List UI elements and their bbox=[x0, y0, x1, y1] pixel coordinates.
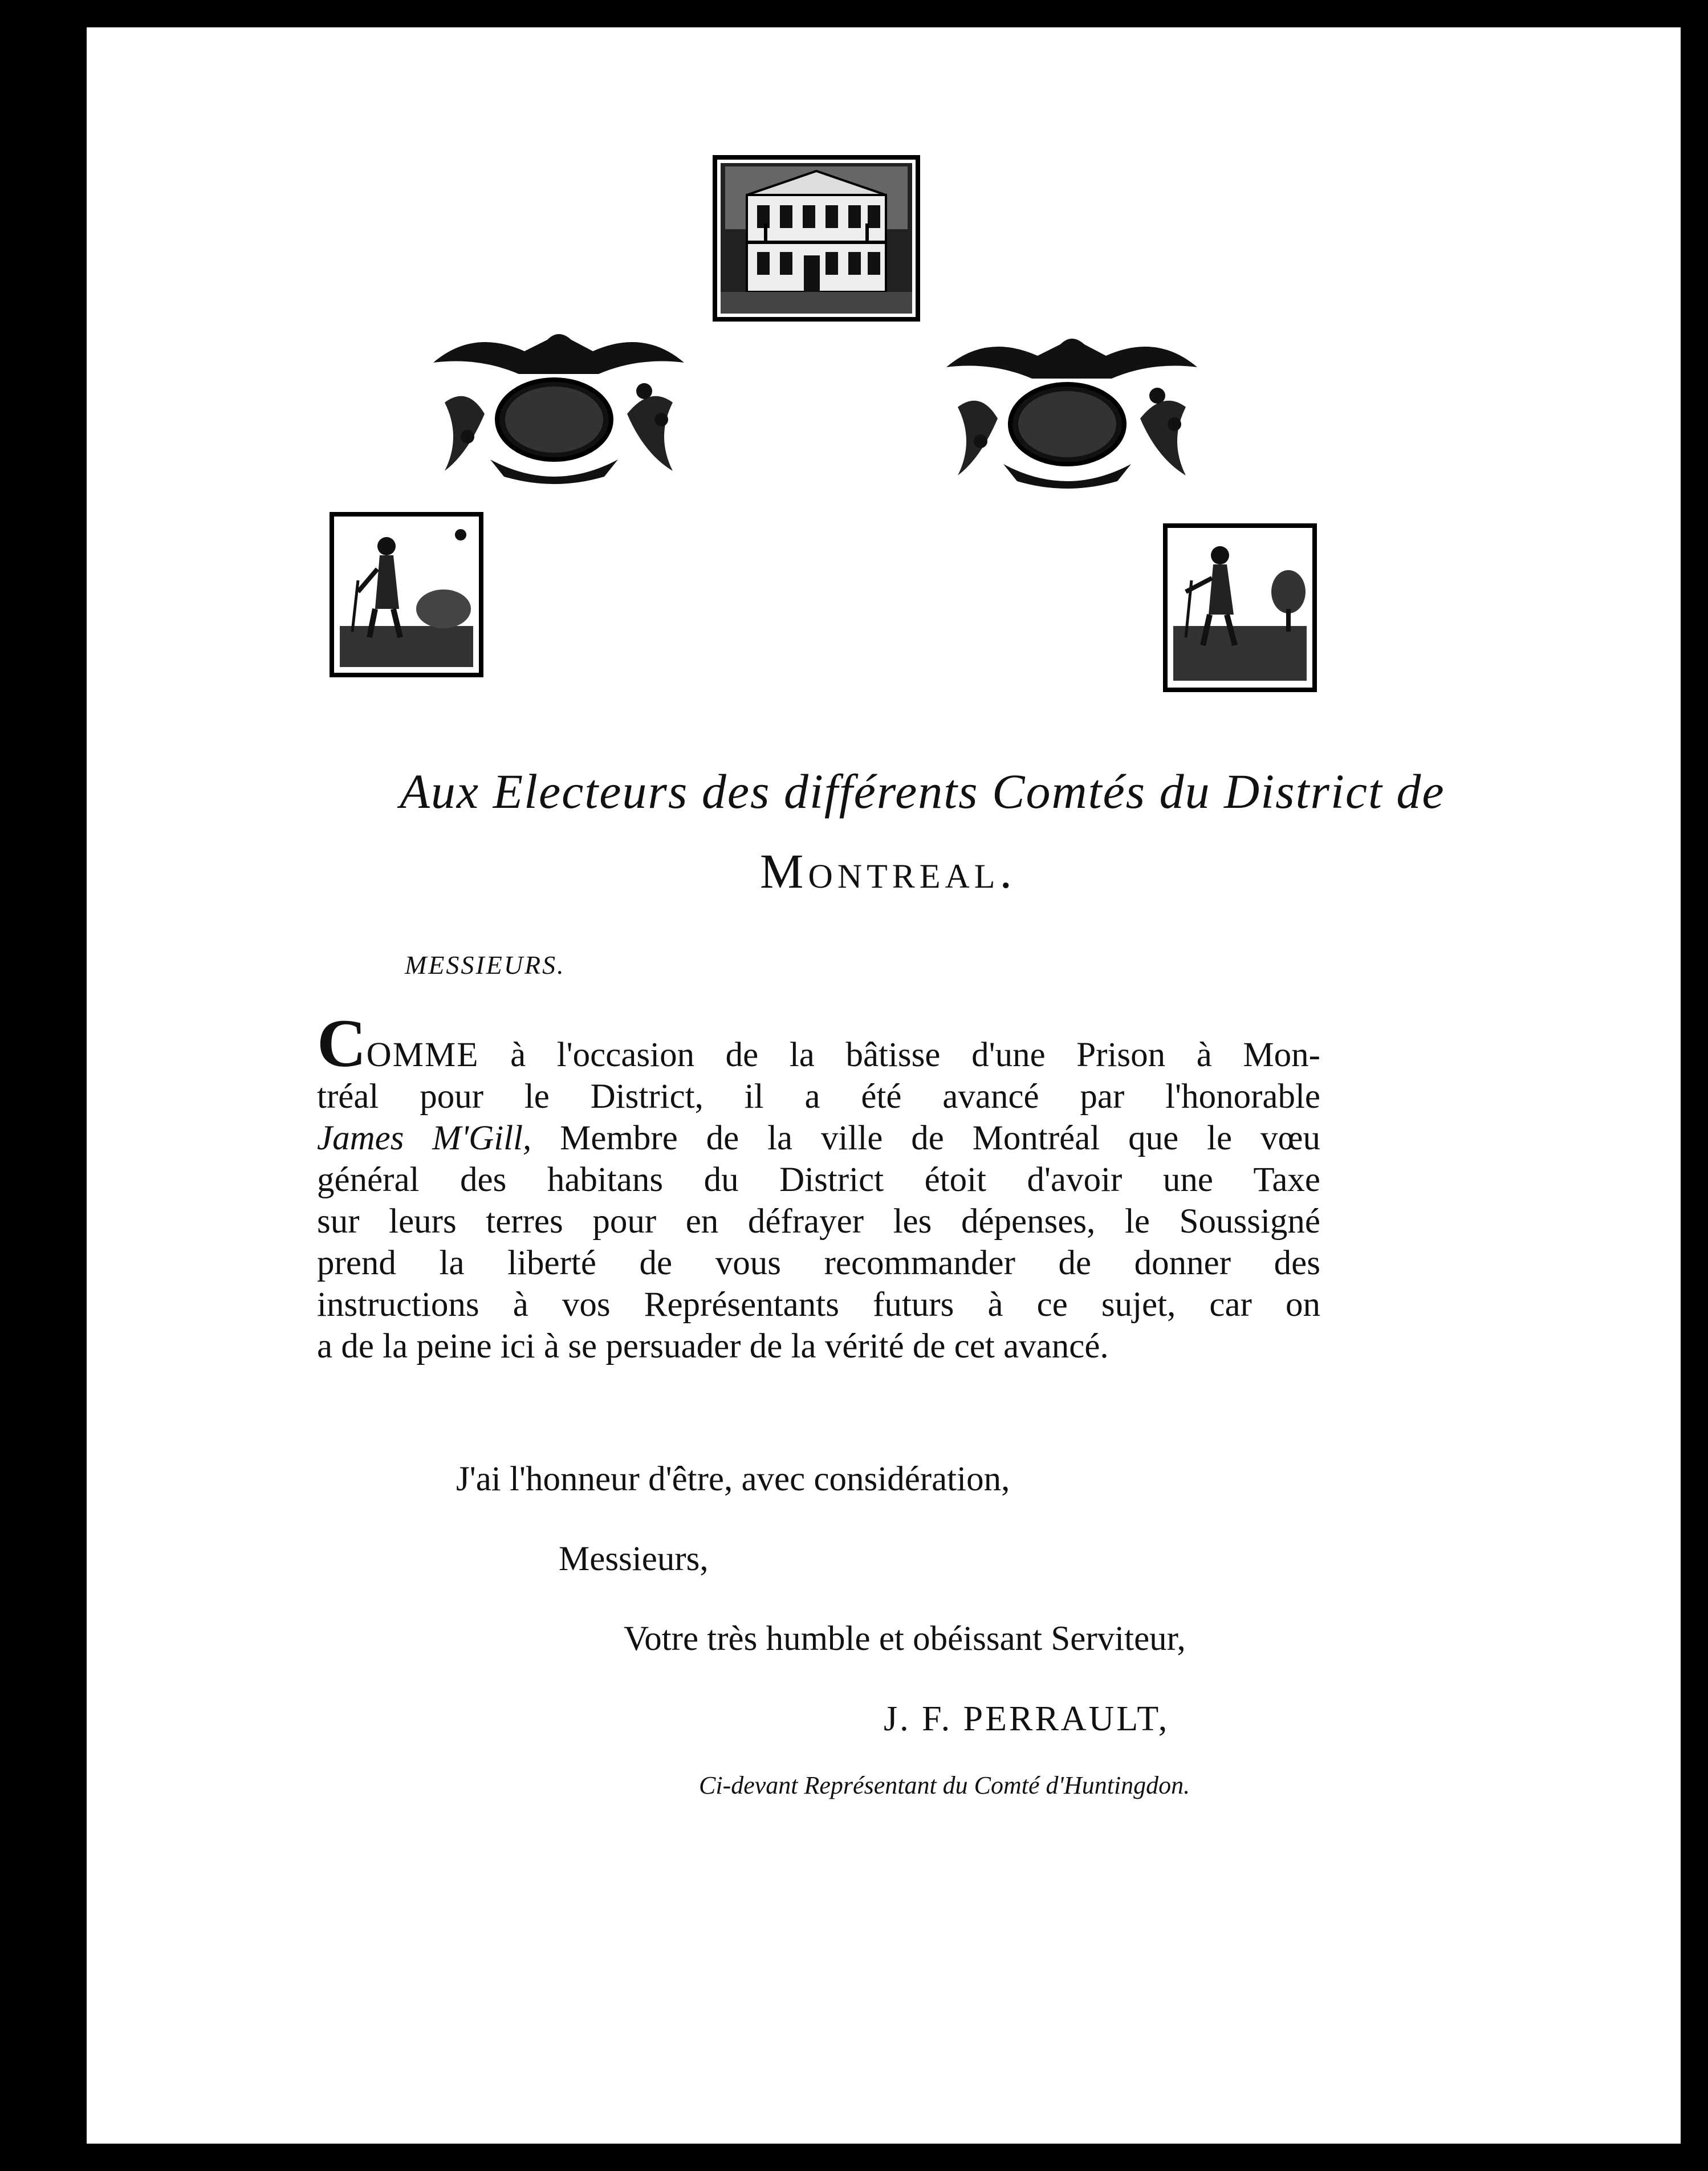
signature-title: Ci-devant Représentant du Comté d'Huntingdon. bbox=[699, 1771, 1190, 1799]
body-paragraph bbox=[317, 1005, 1320, 1367]
closing-line-3: Votre très humble et obéissant Serviteur, bbox=[624, 1620, 1186, 1658]
body-line: général des habitans du District étoit d'avoir une Taxe bbox=[317, 1161, 1320, 1199]
house-engraving bbox=[713, 155, 920, 322]
body-line: sur leurs terres pour en défrayer les dépenses, le Soussigné bbox=[317, 1202, 1320, 1241]
eagle-ornament-right-icon bbox=[935, 327, 1209, 496]
drop-cap: C bbox=[317, 1005, 367, 1081]
closing-line-2: Messieurs, bbox=[559, 1540, 709, 1578]
body-line: tréal pour le District, il a été avancé par l'honorable bbox=[317, 1078, 1320, 1116]
body-line: a de la peine ici à se persuader de la vérité de cet avancé. bbox=[317, 1327, 1109, 1365]
closing-line-1: J'ai l'honneur d'être, avec considération, bbox=[456, 1460, 1010, 1498]
signature: J. F. PERRAULT, bbox=[884, 1700, 1170, 1738]
eagle-ornament-left-icon bbox=[422, 323, 696, 491]
body-line: instructions à vos Représentants futurs à ce sujet, car on bbox=[317, 1286, 1320, 1324]
salutation: MESSIEURS. bbox=[405, 950, 566, 979]
body-line: prend la liberté de vous recommander de donner des bbox=[317, 1244, 1320, 1282]
body-line: James M'Gill, Membre de la ville de Montréal que le vœu bbox=[317, 1119, 1320, 1157]
heading-line-2: Montreal. bbox=[760, 844, 1016, 899]
farmer-vignette-left bbox=[330, 512, 483, 677]
body-line: COMME à l'occasion de la bâtisse d'une Prison à Mon- bbox=[317, 1005, 1320, 1081]
farmer-vignette-right bbox=[1163, 523, 1317, 692]
heading-line-1: Aux Electeurs des différents Comtés du District de bbox=[400, 764, 1445, 819]
